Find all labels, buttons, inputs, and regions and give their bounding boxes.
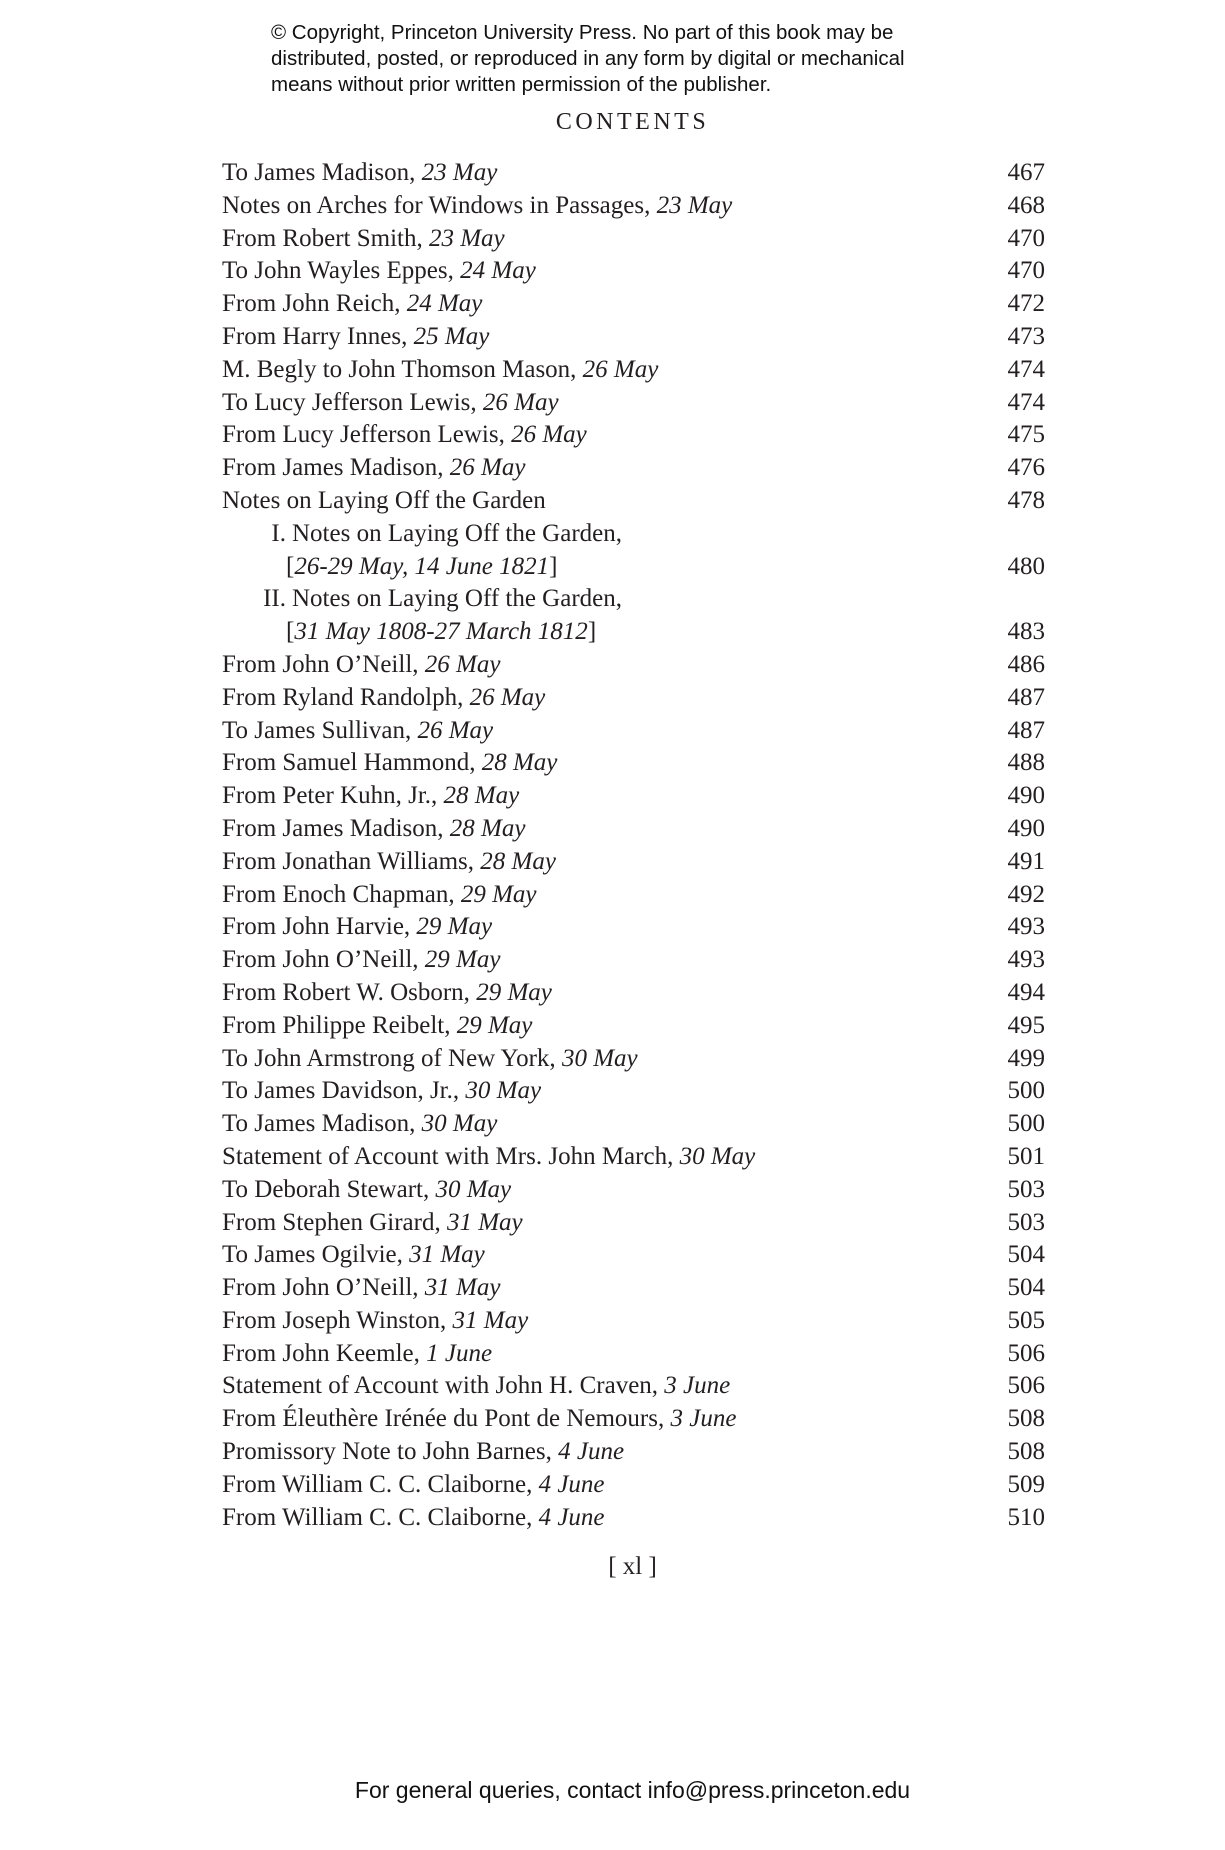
toc-entry <box>222 1272 1045 1305</box>
toc-entry-page: 487 <box>1007 716 1045 744</box>
page-number: [ xl ] <box>608 1553 657 1580</box>
toc-entry <box>222 682 1045 715</box>
toc-entry-title: From Joseph Winston, 31 May <box>222 1306 529 1334</box>
toc-entry <box>222 780 1045 813</box>
toc-entry-title: From John O’Neill, 29 May <box>222 946 501 974</box>
toc-subentry-date: 26-29 May, 14 June 1821 <box>294 552 550 580</box>
toc-entry-page: 473 <box>1007 322 1045 350</box>
toc-entry <box>222 1239 1045 1272</box>
toc-entry-date: 26 May <box>511 421 587 449</box>
toc-entry-date: 23 May <box>656 191 733 219</box>
toc-entry-page: 505 <box>1007 1306 1045 1334</box>
toc-entry <box>222 288 1045 321</box>
toc-entry-page: 508 <box>1007 1405 1045 1433</box>
toc-entry-page: 470 <box>1007 224 1045 252</box>
toc-entry-date: 30 May <box>435 1175 512 1203</box>
toc-entry <box>222 1469 1045 1502</box>
toc-entry-page: 493 <box>1007 946 1045 974</box>
toc-entry-title: From Robert Smith, 23 May <box>222 224 505 252</box>
toc-entry-title: From John O’Neill, 26 May <box>222 650 501 678</box>
toc-entry-title: Statement of Account with Mrs. John March, 30 May <box>222 1142 756 1170</box>
toc-entry <box>222 1207 1045 1240</box>
toc-entry-date: 28 May <box>480 847 556 875</box>
toc-entry-title: From Éleuthère Irénée du Pont de Nemours, 3 June <box>222 1405 737 1433</box>
toc-entry-date: 30 May <box>421 1110 498 1138</box>
toc-entry-title: From Enoch Chapman, 29 May <box>222 880 537 908</box>
toc-entry-date: 31 May <box>409 1241 485 1269</box>
toc-entry <box>222 649 1045 682</box>
toc-entry-date: 4 June <box>558 1438 625 1466</box>
toc-entry <box>222 1043 1045 1076</box>
toc-entry <box>222 1075 1045 1108</box>
toc-entry-date: 23 May <box>428 224 505 252</box>
toc-entry-page: 493 <box>1007 913 1045 941</box>
footer-contact: For general queries, contact info@press.princeton.edu <box>354 1777 911 1803</box>
copyright-line: © Copyright, Princeton University Press. No part of this book may be <box>271 21 894 44</box>
toc-entry <box>222 1141 1045 1174</box>
toc-entry <box>222 715 1045 748</box>
toc-entry-title: From William C. C. Claiborne, 4 June <box>222 1470 605 1498</box>
toc-entry-title: From Robert W. Osborn, 29 May <box>222 978 552 1006</box>
toc-entry-page: 510 <box>1007 1503 1045 1531</box>
toc-entry <box>222 977 1045 1010</box>
toc-entry-date: 29 May <box>460 880 537 908</box>
toc-entry-date: 26 May <box>449 454 526 482</box>
toc-entry-title: Notes on Arches for Windows in Passages, 23 May <box>222 191 733 219</box>
toc-entry-date: 30 May <box>561 1044 638 1072</box>
toc-entry <box>222 1502 1045 1535</box>
toc-entry-title: From John Harvie, 29 May <box>222 913 493 941</box>
toc-entry-title: To James Madison, 30 May <box>222 1110 498 1138</box>
toc-entry-title: From Harry Innes, 25 May <box>222 322 490 350</box>
toc-entry-date: 3 June <box>670 1405 737 1433</box>
toc-entry-page: 508 <box>1007 1438 1045 1466</box>
toc-entry-page: 492 <box>1007 880 1045 908</box>
toc-entry-date: 29 May <box>424 946 501 974</box>
toc-entry-date: 30 May <box>679 1142 756 1170</box>
toc-entry <box>222 1174 1045 1207</box>
toc-entry <box>222 223 1045 256</box>
toc-entry-title: From Peter Kuhn, Jr., 28 May <box>222 782 520 810</box>
toc-subentry-title: II. Notes on Laying Off the Garden, <box>222 583 622 616</box>
toc-entry-title: From James Madison, 28 May <box>222 814 526 842</box>
toc-entry-date: 4 June <box>538 1470 605 1498</box>
contents-list <box>222 157 1045 1534</box>
toc-subentry <box>222 518 1045 551</box>
toc-entry-date: 28 May <box>481 749 558 777</box>
toc-entry-title: From William C. C. Claiborne, 4 June <box>222 1503 605 1531</box>
toc-entry-page: 478 <box>1007 486 1045 514</box>
toc-entry <box>222 354 1045 387</box>
toc-entry-date: 4 June <box>538 1503 605 1531</box>
toc-entry-title: To Lucy Jefferson Lewis, 26 May <box>222 388 559 416</box>
toc-entry-date: 26 May <box>582 355 659 383</box>
toc-entry-page: 504 <box>1007 1241 1045 1269</box>
toc-entry <box>222 452 1045 485</box>
toc-subentry-continuation: [31 May 1808-27 March 1812] 483 <box>222 616 1045 649</box>
toc-subentry-title: I. Notes on Laying Off the Garden, <box>222 518 622 551</box>
toc-entry <box>222 1403 1045 1436</box>
toc-entry-title: From Samuel Hammond, 28 May <box>222 749 558 777</box>
toc-entry-page: 500 <box>1007 1077 1045 1105</box>
toc-entry <box>222 1436 1045 1469</box>
toc-entry <box>222 944 1045 977</box>
toc-entry-title: From James Madison, 26 May <box>222 454 526 482</box>
toc-entry-date: 26 May <box>424 650 501 678</box>
toc-subentry-date: 31 May 1808-27 March 1812 <box>294 618 588 646</box>
toc-entry-date: 24 May <box>460 257 536 285</box>
toc-entry-page: 509 <box>1007 1470 1045 1498</box>
toc-entry-page: 504 <box>1007 1274 1045 1302</box>
toc-entry-title: From John O’Neill, 31 May <box>222 1274 501 1302</box>
toc-entry-date: 30 May <box>465 1077 542 1105</box>
toc-entry <box>222 157 1045 190</box>
toc-entry <box>222 1338 1045 1371</box>
toc-entry <box>222 813 1045 846</box>
toc-entry <box>222 1010 1045 1043</box>
copyright-line: means without prior written permission of the publisher. <box>271 73 772 96</box>
toc-entry-page: 490 <box>1007 782 1045 810</box>
toc-entry <box>222 911 1045 944</box>
toc-entry-page: 487 <box>1007 683 1045 711</box>
toc-entry <box>222 846 1045 879</box>
toc-entry-date: 31 May <box>446 1208 523 1236</box>
toc-entry-title: Notes on Laying Off the Garden <box>222 486 546 514</box>
copyright-line: distributed, posted, or reproduced in any form by digital or mechanical <box>271 47 905 70</box>
toc-entry-page: 474 <box>1007 388 1045 416</box>
page-title: CONTENTS <box>555 109 710 135</box>
toc-entry-page: 506 <box>1007 1339 1045 1367</box>
toc-entry-page: 501 <box>1007 1142 1045 1170</box>
toc-entry-date: 28 May <box>443 782 520 810</box>
toc-entry-page: 474 <box>1007 355 1045 383</box>
toc-entry-title: From Philippe Reibelt, 29 May <box>222 1011 533 1039</box>
toc-entry-title: From Jonathan Williams, 28 May <box>222 847 556 875</box>
toc-subentry <box>222 583 1045 616</box>
toc-entry-date: 26 May <box>417 716 494 744</box>
toc-entry-date: 31 May <box>452 1306 529 1334</box>
toc-entry-page: 470 <box>1007 257 1045 285</box>
toc-entry <box>222 1370 1045 1403</box>
toc-entry-page: 480 <box>1007 552 1045 580</box>
toc-entry-title: Statement of Account with John H. Craven, 3 June <box>222 1372 731 1400</box>
toc-entry <box>222 387 1045 420</box>
toc-entry <box>222 1305 1045 1338</box>
toc-entry-page: 499 <box>1007 1044 1045 1072</box>
toc-entry-title: M. Begly to John Thomson Mason, 26 May <box>222 355 659 383</box>
toc-entry-title: To John Wayles Eppes, 24 May <box>222 257 536 285</box>
toc-entry-page: 494 <box>1007 978 1045 1006</box>
toc-entry-page: 468 <box>1007 191 1045 219</box>
toc-entry-date: 29 May <box>476 978 552 1006</box>
toc-entry <box>222 419 1045 452</box>
toc-entry-date: 28 May <box>449 814 526 842</box>
toc-entry-title: To James Ogilvie, 31 May <box>222 1241 485 1269</box>
toc-entry <box>222 747 1045 780</box>
toc-entry-title: From Lucy Jefferson Lewis, 26 May <box>222 421 587 449</box>
toc-entry <box>222 255 1045 288</box>
toc-entry-title: To John Armstrong of New York, 30 May <box>222 1044 638 1072</box>
toc-entry <box>222 879 1045 912</box>
toc-entry-date: 26 May <box>482 388 559 416</box>
toc-entry-page: 467 <box>1007 159 1045 186</box>
toc-entry <box>222 321 1045 354</box>
toc-entry-page: 486 <box>1007 650 1045 678</box>
toc-entry-date: 29 May <box>456 1011 533 1039</box>
toc-entry-date: 23 May <box>421 159 498 186</box>
toc-entry-date: 29 May <box>416 913 493 941</box>
toc-entry <box>222 1108 1045 1141</box>
copyright-notice <box>271 20 971 98</box>
toc-entry-date: 26 May <box>469 683 546 711</box>
toc-entry-page: 475 <box>1007 421 1045 449</box>
toc-entry-title: From Ryland Randolph, 26 May <box>222 683 546 711</box>
toc-entry-title: To James Sullivan, 26 May <box>222 716 494 744</box>
toc-entry-date: 24 May <box>406 290 483 318</box>
toc-entry-page: 503 <box>1007 1208 1045 1236</box>
toc-entry-title: From John Keemle, 1 June <box>222 1339 493 1367</box>
toc-entry-title: Promissory Note to John Barnes, 4 June <box>222 1438 625 1466</box>
toc-entry-page: 495 <box>1007 1011 1045 1039</box>
toc-entry-page: 503 <box>1007 1175 1045 1203</box>
toc-entry-page: 506 <box>1007 1372 1045 1400</box>
toc-entry <box>222 485 1045 518</box>
toc-entry-title: To James Madison, 23 May <box>222 159 498 186</box>
toc-entry-date: 25 May <box>413 322 490 350</box>
toc-subentry-numeral: II. <box>263 585 286 613</box>
toc-entry-date: 31 May <box>424 1274 501 1302</box>
toc-entry <box>222 190 1045 223</box>
toc-entry-title: To Deborah Stewart, 30 May <box>222 1175 512 1203</box>
toc-entry-page: 472 <box>1007 290 1045 318</box>
toc-entry-page: 488 <box>1007 749 1045 777</box>
toc-entry-page: 476 <box>1007 454 1045 482</box>
toc-subentry-continuation: [26-29 May, 14 June 1821] 480 <box>222 551 1045 584</box>
toc-entry-page: 491 <box>1007 847 1045 875</box>
toc-entry-title: From Stephen Girard, 31 May <box>222 1208 523 1236</box>
toc-entry-date: 3 June <box>664 1372 731 1400</box>
toc-entry-title: From John Reich, 24 May <box>222 290 483 318</box>
toc-entry-title: To James Davidson, Jr., 30 May <box>222 1077 542 1105</box>
toc-entry-page: 500 <box>1007 1110 1045 1138</box>
toc-entry-page: 490 <box>1007 814 1045 842</box>
toc-entry-page: 483 <box>1007 618 1045 646</box>
toc-subentry-numeral: I. <box>271 519 286 547</box>
toc-entry-date: 1 June <box>426 1339 493 1367</box>
